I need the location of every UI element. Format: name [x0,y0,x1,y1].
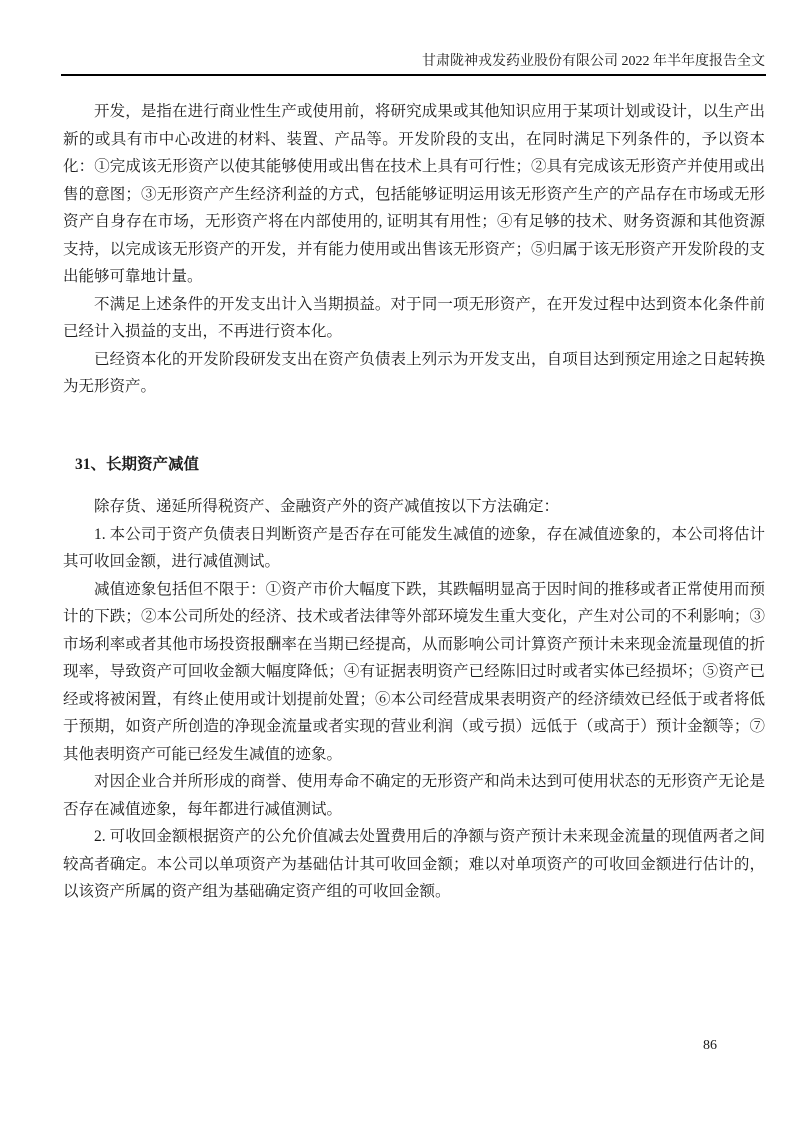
paragraph-impairment-test-item-1: 1. 本公司于资产负债表日判断资产是否存在可能发生减值的迹象，存在减值迹象的，本公司将估计其可收回金额，进行减值测试。 [63,525,765,570]
paragraph-recoverable-amount-item-2: 2. 可收回金额根据资产的公允价值减去处置费用后的净额与资产预计未来现金流量的现值两者之间较高者确定。本公司以单项资产为基础估计其可收回金额；难以对单项资产的可收回金额进行估计的，以该资产所属的资产组为基础确定资产组的可收回金额。 [63,828,765,900]
page-header [61,52,765,72]
paragraph-impairment-indicators: 减值迹象包括但不限于：①资产市价大幅度下跌，其跌幅明显高于因时间的推移或者正常使用而预计的下跌；②本公司所处的经济、技术或者法律等外部环境发生重大变化，产生对公司的不利影响；③市场利率或者其他市场投资报酬率在当期已经提高，从而影响公司计算资产预计未来现金流量现值的折现率，导致资产可回收金额大幅度降低；④有证据表明资产已经陈旧过时或者实体已经损坏；⑤资产已经或将被闲置，有终止使用或计划提前处置；⑥本公司经营成果表明资产的经济绩效已经低于或者将低于预期，如资产所创造的净现金流量或者实现的营业利润（或亏损）远低于（或高于）预计金额等；⑦其他表明资产可能已经发生减值的迹象。 [63,580,765,763]
header-rule [61,74,766,76]
section-heading-31-long-term-asset-impairment: 31、长期资产减值 [75,455,200,473]
paragraph-impairment-scope: 除存货、递延所得税资产、金融资产外的资产减值按以下方法确定： [94,498,560,515]
paragraph-goodwill-annual-test: 对因企业合并所形成的商誉、使用寿命不确定的无形资产和尚未达到可使用状态的无形资产无论是否存在减值迹象，每年都进行减值测试。 [63,773,765,818]
document-body [63,98,765,906]
paragraph-capitalized-rd-presentation: 已经资本化的开发阶段研发支出在资产负债表上列示为开发支出，自项目达到预定用途之日起转换为无形资产。 [63,350,765,395]
header-title: 甘肃陇神戎发药业股份有限公司 2022 年半年度报告全文 [422,54,765,69]
page-number: 86 [703,1038,717,1053]
paragraph-development-definition: 开发，是指在进行商业性生产或使用前，将研究成果或其他知识应用于某项计划或设计，以生产出新的或具有市中心改进的材料、装置、产品等。开发阶段的支出，在同时满足下列条件的，予以资本化：①完成该无形资产以使其能够使用或出售在技术上具有可行性；②具有完成该无形资产并使用或出售的意图；③无形资产产生经济利益的方式，包括能够证明运用该无形资产生产的产品存在市场或无形资产自身存在市场，无形资产将在内部使用的, 证明其有用性；④有足够的技术、财务资源和其他资源支持，以完成该无形资产的开发，并有能力使用或出售该无形资产；⑤归属于该无形资产开发阶段的支出能够可靠地计量。 [63,103,765,285]
paragraph-noncapitalized-expenditure: 不满足上述条件的开发支出计入当期损益。对于同一项无形资产，在开发过程中达到资本化条件前已经计入损益的支出，不再进行资本化。 [63,295,765,340]
